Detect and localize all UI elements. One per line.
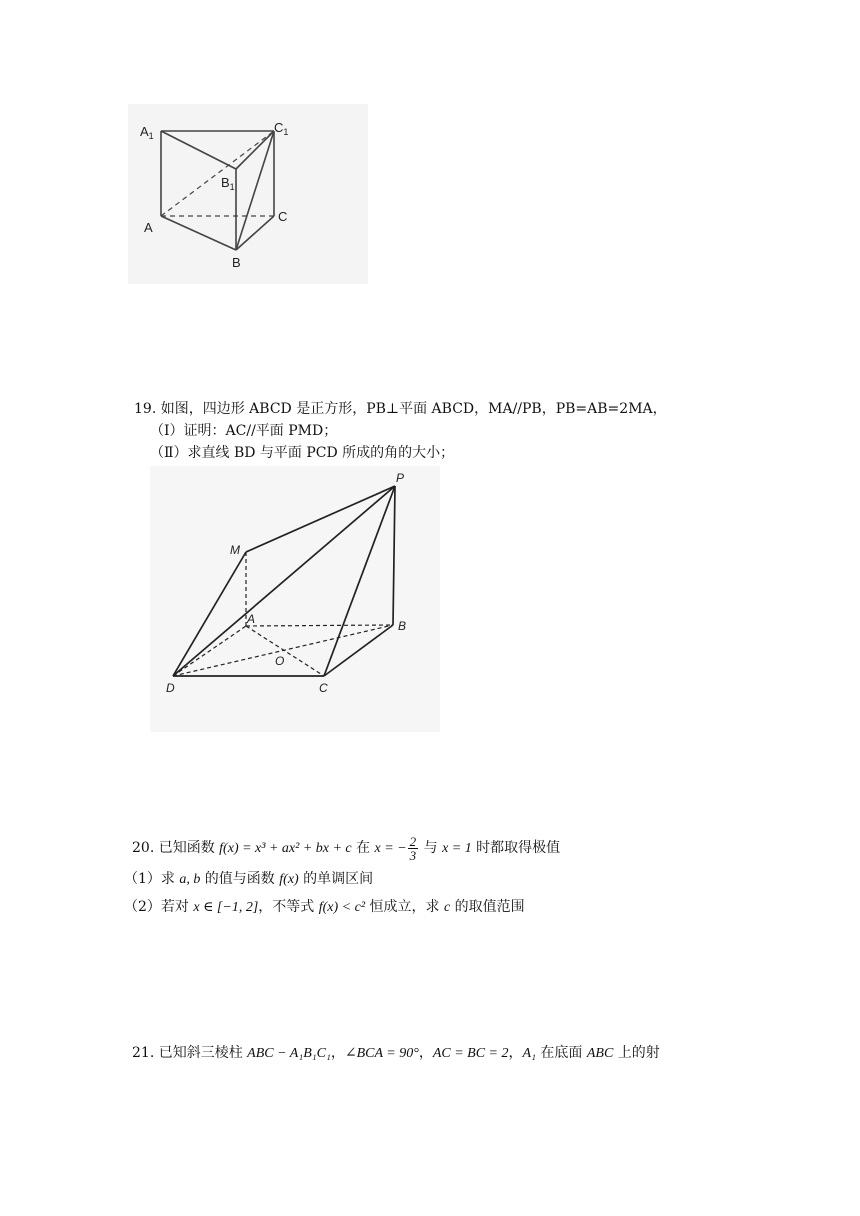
label-d: D: [166, 681, 175, 695]
stem-suffix: 上的射: [613, 1045, 660, 1061]
part2-inequality: f(x) < c²: [318, 900, 366, 915]
part1-vars: a, b: [179, 872, 201, 887]
stem-prefix: 20. 已知函数: [132, 840, 220, 856]
prism-figure: [128, 104, 368, 284]
prism-name: ABC − A₁B₁C₁: [247, 1046, 331, 1061]
part1-text-c: 的单调区间: [298, 871, 374, 887]
label-b1: $B_1$: [221, 175, 235, 192]
length-condition: AC = BC = 2: [432, 1046, 509, 1061]
part1-text-a: （1）求: [124, 871, 180, 887]
x-value-1: x = −: [374, 841, 407, 856]
part2-text-d: 的取值范围: [450, 899, 525, 915]
part2-text-b: ，不等式: [258, 899, 319, 915]
part2-text-c: 恒成立，求: [365, 899, 444, 915]
problem-20-part1: [124, 870, 373, 889]
problem-19-part1: （Ⅰ）证明：AC//平面 PMD；: [150, 423, 338, 439]
label-c1: $C_1$: [274, 120, 289, 137]
part2-domain: x ∈ [−1, 2]: [193, 900, 259, 915]
stem-and: 与: [419, 840, 443, 856]
fraction-numerator: 2: [409, 833, 417, 849]
problem-20-stem: [132, 834, 560, 863]
part2-text-a: （2）若对: [124, 899, 194, 915]
problem-21-stem: [132, 1044, 660, 1063]
solid-figure: [150, 466, 440, 732]
problem-19-part2: （Ⅱ）求直线 BD 与平面 PCD 所成的角的大小；: [150, 445, 455, 461]
label-m: M: [230, 543, 240, 557]
label-p: P: [396, 471, 405, 485]
function-expression: f(x) = x³ + ax² + bx + c: [219, 841, 352, 856]
label-b: B: [398, 619, 407, 633]
fraction-denominator: 3: [409, 847, 417, 863]
part1-text-b: 的值与函数: [200, 871, 280, 887]
stem-mid: 在底面: [535, 1045, 587, 1061]
figure-background: [150, 466, 440, 732]
part1-func: f(x): [279, 872, 299, 887]
stem-suffix: 时都取得极值: [471, 840, 561, 856]
separator: ，: [508, 1045, 523, 1061]
separator: ，: [418, 1045, 433, 1061]
label-c: C: [278, 209, 288, 224]
angle-condition: ∠BCA = 90°: [344, 1046, 419, 1061]
label-o: O: [275, 654, 285, 668]
label-a1: $A_1$: [140, 124, 154, 141]
label-a: A: [144, 220, 153, 235]
part2-var: c: [443, 900, 451, 915]
label-a: A: [247, 612, 256, 626]
problem-19-stem: 19. 如图，四边形 ABCD 是正方形，PB⊥平面 ABCD，MA//PB，PB=AB=2MA，: [134, 401, 667, 417]
separator: ，: [330, 1045, 345, 1061]
stem-mid: 在: [351, 840, 375, 856]
base-name: ABC: [586, 1046, 614, 1061]
vertex-a1: A₁: [522, 1046, 536, 1061]
fraction-two-thirds: [408, 835, 419, 862]
stem-prefix: 21. 已知斜三棱柱: [132, 1045, 248, 1061]
label-c: C: [319, 681, 328, 695]
problem-20-part2: [124, 898, 525, 917]
x-value-2: x = 1: [442, 841, 472, 856]
label-b: B: [232, 255, 241, 270]
